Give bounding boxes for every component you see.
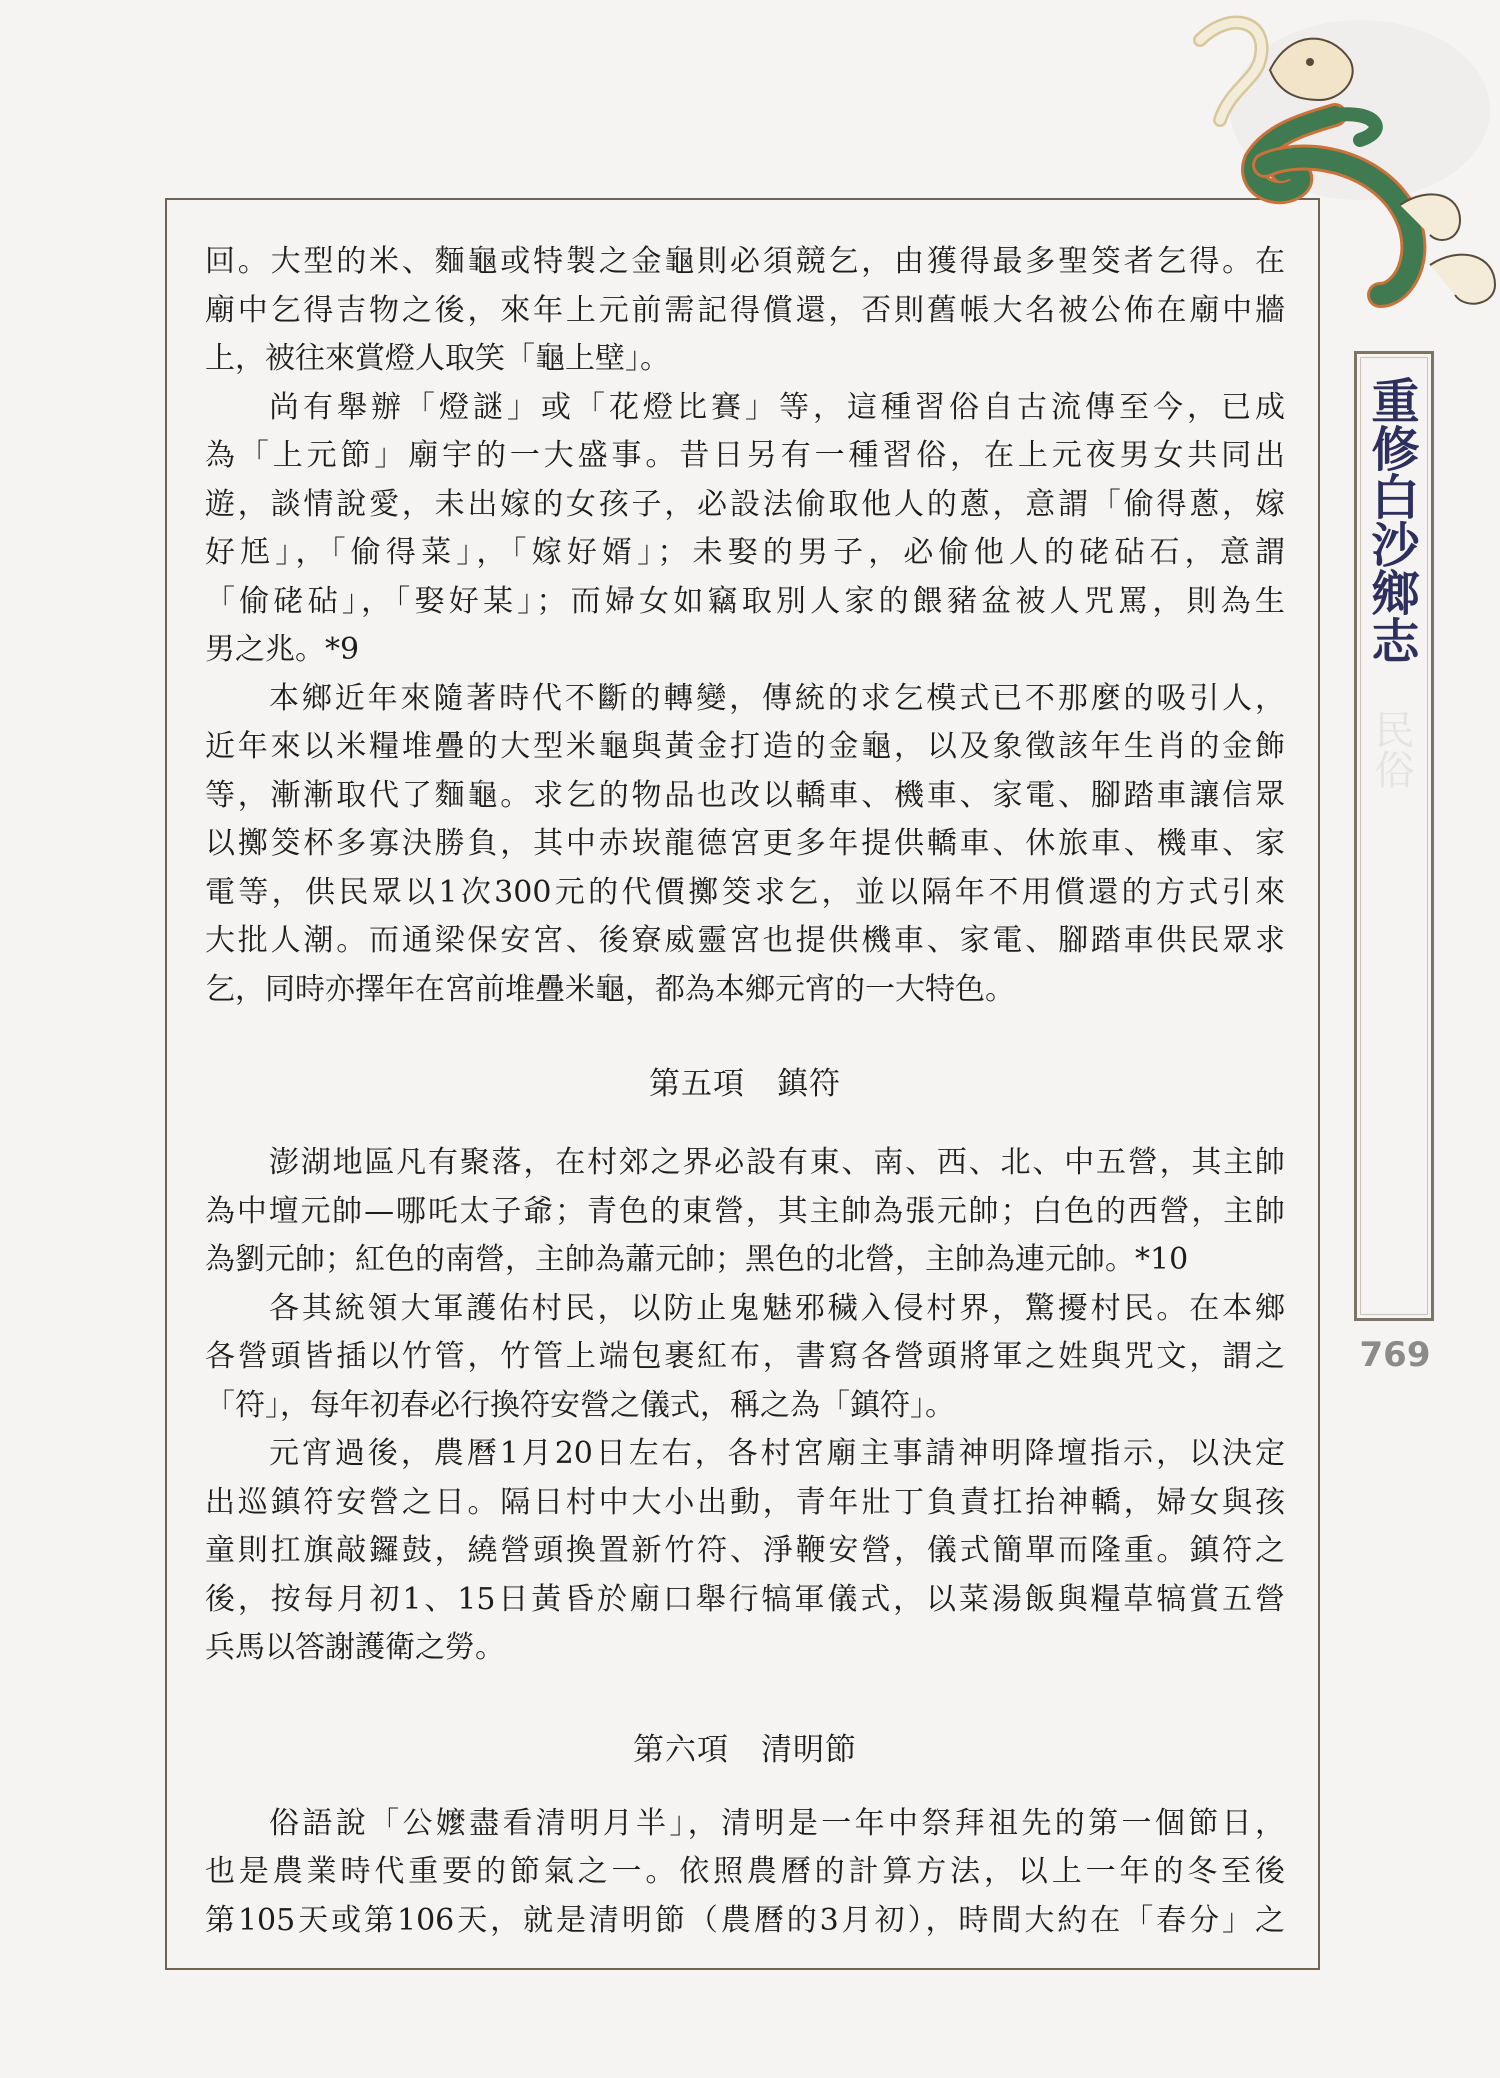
text-line: 為劉元帥；紅色的南營，主帥為蕭元帥；黑色的北營，主帥為連元帥。*10 [205,1242,1189,1277]
text-line: 元宵過後，農曆1月20日左右，各村宮廟主事請神明降壇指示，以決定 [269,1436,1285,1471]
text-line: 好尪」，「偷得菜」，「嫁好婿」；未娶的男子，必偷他人的硓砧石，意謂 [205,535,1285,570]
text-line: 各其統領大軍護佑村民，以防止鬼魅邪穢入侵村界，驚擾村民。在本鄉 [269,1290,1285,1326]
text-line: 出巡鎮符安營之日。隔日村中大小出動，青年壯丁負責扛抬神轎，婦女與孩 [205,1484,1285,1520]
text-line: 男之兆。*9 [205,632,360,667]
page-number: 769 [1359,1335,1431,1375]
section-ghost-label: 民俗 [1368,709,1414,789]
text-line: 「符」，每年初春必行換符安營之儀式，稱之為「鎮符」。 [205,1387,955,1423]
text-line: 上，被往來賞燈人取笑「龜上壁」。 [205,341,670,376]
text-line: 近年來以米糧堆疊的大型米龜與黃金打造的金龜，以及象徵該年生肖的金飾 [205,729,1285,764]
text-line: 各營頭皆插以竹管，竹管上端包裹紅布，書寫各營頭將軍之姓與咒文，謂之 [205,1339,1285,1374]
book-title-panel [1354,351,1434,1321]
text-line: 廟中乞得吉物之後，來年上元前需記得償還，否則舊帳大名被公佈在廟中牆 [205,292,1285,328]
body-text [205,238,1285,1945]
text-line: 澎湖地區凡有聚落，在村郊之界必設有東、南、西、北、中五營，其主帥 [269,1145,1285,1180]
paragraph [205,1139,1285,1285]
paragraph [205,238,1285,384]
text-line: 本鄉近年來隨著時代不斷的轉變，傳統的求乞模式已不那麼的吸引人， [269,680,1285,716]
text-line: 為中壇元帥—哪吒太子爺；青色的東營，其主帥為張元帥；白色的西營，主帥 [205,1193,1285,1229]
paragraph [205,1430,1285,1673]
paragraph [205,384,1285,675]
text-line: 大批人潮。而通梁保安宮、後寮威靈宮也提供機車、家電、腳踏車供民眾求 [205,923,1285,958]
text-line: 童則扛旗敲鑼鼓，繞營頭換置新竹符、淨鞭安營，儀式簡單而隆重。鎮符之 [205,1533,1285,1568]
text-line: 第105天或第106天，就是清明節（農曆的3月初），時間大約在「春分」之 [205,1902,1285,1938]
text-line: 電等，供民眾以1次300元的代價擲筊求乞，並以隔年不用償還的方式引來 [205,874,1285,910]
book-title: 重修白沙鄉志 [1363,376,1419,664]
paragraph [205,675,1285,1015]
text-line: 以擲筊杯多寡決勝負，其中赤崁龍德宮更多年提供轎車、休旅車、機車、家 [205,826,1285,861]
text-line: 乞，同時亦擇年在宮前堆疊米龜，都為本鄉元宵的一大特色。 [205,971,1015,1007]
paragraph [205,1800,1285,1946]
text-line: 等，漸漸取代了麵龜。求乞的物品也改以轎車、機車、家電、腳踏車讓信眾 [205,777,1285,813]
text-line: 兵馬以答謝護衛之勞。 [205,1630,505,1665]
section-heading: 第六項 清明節 [633,1731,857,1768]
text-line: 後，按每月初1、15日黃昏於廟口舉行犒軍儀式，以菜湯飯與糧草犒賞五營 [205,1581,1285,1617]
text-line: 回。大型的米、麵龜或特製之金龜則必須競乞，由獲得最多聖筊者乞得。在 [205,244,1285,279]
text-line: 俗語說「公嬤盡看清明月半」，清明是一年中祭拜祖先的第一個節日， [269,1805,1285,1841]
text-line: 「偷硓砧」，「娶好某」；而婦女如竊取別人家的餵豬盆被人咒罵，則為生 [205,583,1285,619]
section-heading: 第五項 鎮符 [649,1066,841,1102]
text-line: 遊，談情說愛，未出嫁的女孩子，必設法偷取他人的蔥，意謂「偷得蔥，嫁 [205,486,1285,522]
text-line: 為「上元節」廟宇的一大盛事。昔日另有一種習俗，在上元夜男女共同出 [205,438,1285,473]
paragraph [205,1285,1285,1431]
text-line: 尚有舉辦「燈謎」或「花燈比賽」等，這種習俗自古流傳至今，已成 [269,389,1285,425]
text-line: 也是農業時代重要的節氣之一。依照農曆的計算方法，以上一年的冬至後 [205,1854,1285,1889]
